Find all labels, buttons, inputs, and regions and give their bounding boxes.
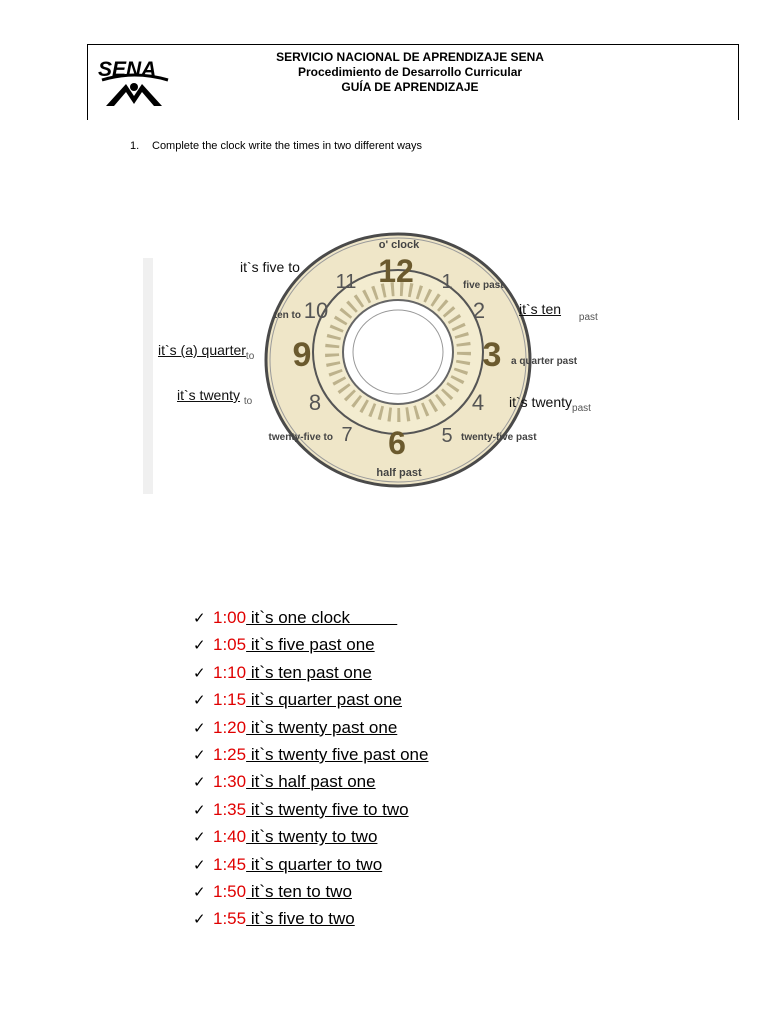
instruction <box>130 140 422 152</box>
answer-ten-suffix: past <box>578 312 598 323</box>
numeral-7: 7 <box>341 424 353 446</box>
time-phrase: it`s twenty past one <box>246 717 398 737</box>
numeral-2: 2 <box>472 298 486 323</box>
checkmark-icon: ✓ <box>193 637 206 655</box>
time-phrase: it`s ten to two <box>246 881 352 901</box>
clock-face <box>143 232 623 494</box>
header-line-3: GUÍA DE APRENDIZAJE <box>341 80 479 94</box>
label-five-past: five past <box>463 280 504 291</box>
time-phrase: it`s five to two <box>246 909 355 929</box>
clock-illustration <box>143 232 623 494</box>
answer-ten-past <box>519 301 598 323</box>
list-item <box>193 823 428 850</box>
list-item <box>193 714 428 741</box>
checkmark-icon: ✓ <box>193 856 206 874</box>
list-item <box>193 796 428 823</box>
list-item <box>193 768 428 795</box>
logo-text: SENA <box>98 58 157 81</box>
time-value: 1:25 <box>213 744 247 764</box>
list-item <box>193 905 428 932</box>
time-phrase: it`s twenty to two <box>246 827 378 847</box>
list-item <box>193 741 428 768</box>
numeral-8: 8 <box>308 390 322 415</box>
checkmark-icon: ✓ <box>193 692 206 710</box>
checkmark-icon: ✓ <box>193 774 206 792</box>
list-item <box>193 686 428 713</box>
checkmark-icon: ✓ <box>193 746 206 764</box>
instruction-number: 1. <box>130 140 140 152</box>
checkmark-icon: ✓ <box>193 829 206 847</box>
time-value: 1:55 <box>213 909 247 929</box>
numeral-3: 3 <box>482 336 502 374</box>
answer-quarter-text: it`s (a) quarter <box>158 342 246 358</box>
time-value: 1:05 <box>213 635 247 655</box>
answer-quarter-to <box>158 342 255 362</box>
time-phrase: it`s five past one <box>246 635 375 655</box>
checkmark-icon: ✓ <box>193 719 206 737</box>
time-value: 1:30 <box>213 772 247 792</box>
list-item <box>193 851 428 878</box>
time-phrase: it`s half past one <box>246 772 376 792</box>
time-value: 1:10 <box>213 662 247 682</box>
checkmark-icon: ✓ <box>193 610 206 627</box>
label-twenty-five-to: twenty-five to <box>268 432 333 443</box>
time-value: 1:40 <box>213 827 247 847</box>
time-value: 1:50 <box>213 881 247 901</box>
instruction-text: Complete the clock write the times in two different ways <box>152 140 423 152</box>
time-phrase: it`s quarter to two <box>246 854 383 874</box>
time-value: 1:00 <box>213 608 247 627</box>
checkmark-icon: ✓ <box>193 801 206 819</box>
numeral-4: 4 <box>471 390 485 415</box>
list-item <box>193 604 428 631</box>
time-value: 1:35 <box>213 799 247 819</box>
numeral-11: 11 <box>335 271 357 293</box>
time-phrase: it`s twenty five to two <box>246 799 409 819</box>
label-twenty-five-past: twenty-five past <box>461 432 537 443</box>
checkmark-icon: ✓ <box>193 883 206 901</box>
list-item <box>193 631 428 658</box>
numeral-5: 5 <box>441 425 453 447</box>
label-ten-to: ten to <box>273 310 301 321</box>
answer-twenty-right-suffix: past <box>572 403 591 414</box>
numeral-10: 10 <box>303 298 329 323</box>
header-line-1: SERVICIO NACIONAL DE APRENDIZAJE SENA <box>276 50 544 64</box>
time-list <box>193 604 428 933</box>
answer-twenty-to <box>177 387 253 407</box>
numeral-9: 9 <box>292 336 312 374</box>
answer-quarter-suffix: to <box>245 351 255 362</box>
time-value: 1:15 <box>213 690 247 710</box>
checkmark-icon: ✓ <box>193 911 206 929</box>
time-phrase: it`s ten past one <box>246 662 372 682</box>
sena-logo <box>96 52 172 108</box>
answer-twenty-past <box>509 394 591 414</box>
time-phrase: it`s quarter past one <box>246 690 403 710</box>
list-item <box>193 878 428 905</box>
answer-five-to-text: it`s five to <box>240 259 300 275</box>
numeral-12: 12 <box>378 253 414 289</box>
time-value: 1:20 <box>213 717 247 737</box>
numeral-6: 6 <box>388 425 406 461</box>
label-oclock: o' clock <box>378 239 420 251</box>
time-phrase: it`s one clock <box>246 608 398 627</box>
answer-twenty-left-text: it`s twenty <box>177 387 241 403</box>
answer-ten-text: it`s ten <box>519 301 562 317</box>
list-item <box>193 659 428 686</box>
answer-five-to <box>240 259 300 275</box>
label-half-past: half past <box>376 467 422 479</box>
header-title <box>230 50 590 95</box>
numeral-1: 1 <box>441 271 453 293</box>
time-phrase: it`s twenty five past one <box>246 744 429 764</box>
answer-twenty-right-text: it`s twenty <box>509 394 573 410</box>
label-a-quarter-past: a quarter past <box>511 356 578 367</box>
header-line-2: Procedimiento de Desarrollo Curricular <box>297 65 523 79</box>
answer-twenty-left-suffix: to <box>243 396 253 407</box>
checkmark-icon: ✓ <box>193 664 206 682</box>
time-value: 1:45 <box>213 854 247 874</box>
